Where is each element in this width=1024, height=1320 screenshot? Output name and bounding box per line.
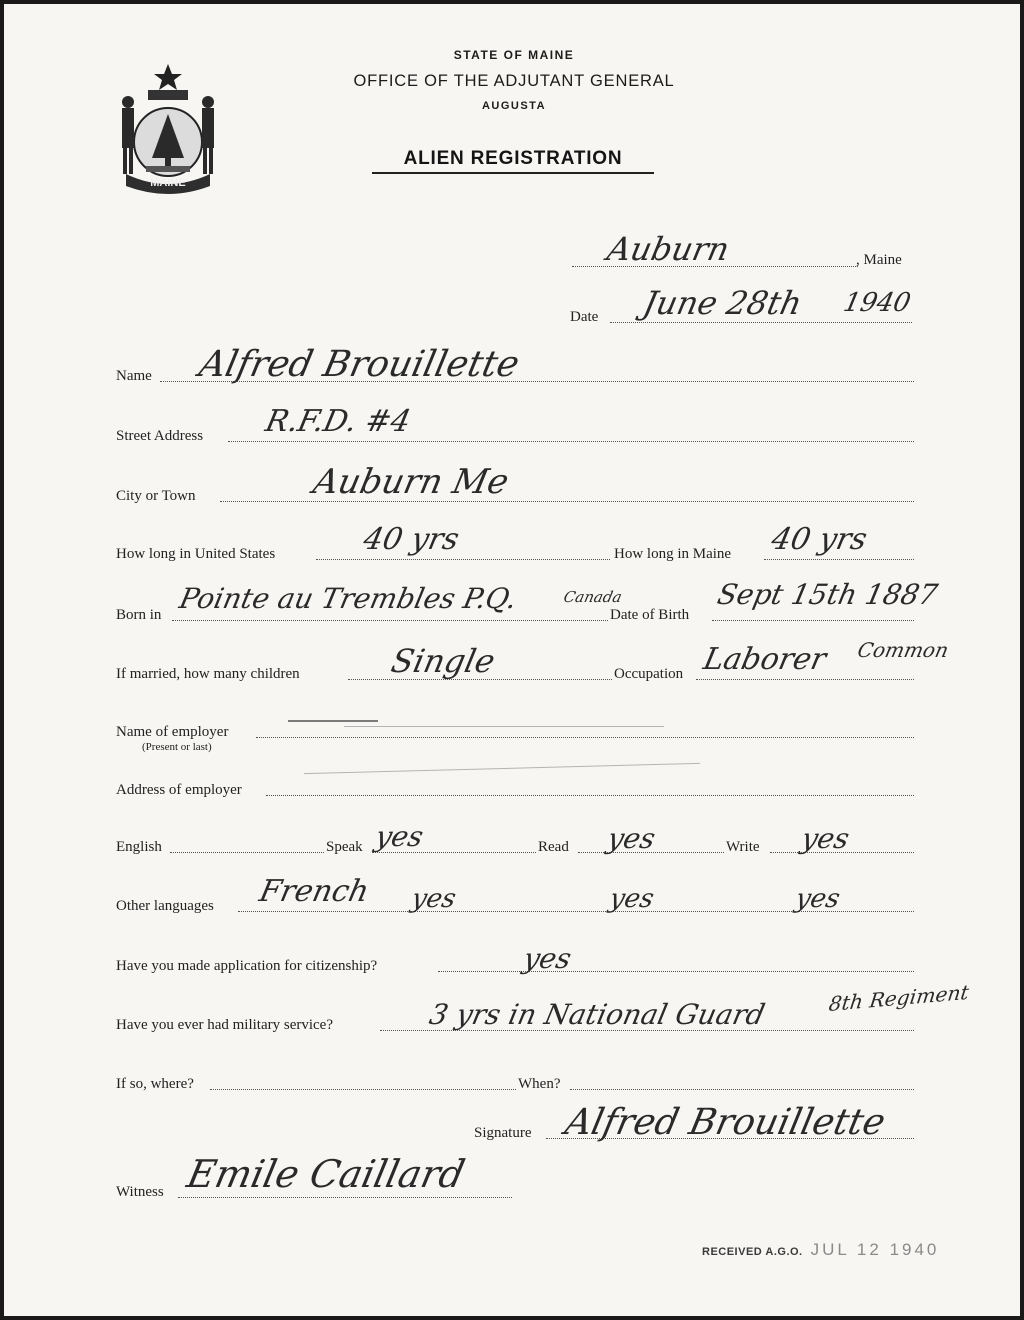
date-of-birth-entry: Sept 15th 1887 bbox=[714, 578, 941, 611]
how-long-maine-label: How long in Maine bbox=[614, 546, 732, 562]
street-line bbox=[228, 441, 914, 442]
years-maine-entry: 40 yrs bbox=[768, 522, 871, 557]
other-write-entry: yes bbox=[792, 884, 843, 914]
street-entry: R.F.D. #4 bbox=[262, 404, 414, 439]
speak-label: Speak bbox=[326, 839, 363, 855]
born-in-entry: Pointe au Trembles P.Q. bbox=[176, 582, 520, 615]
occupation-line bbox=[696, 679, 914, 680]
employer-strike-mark bbox=[288, 720, 378, 722]
how-long-maine-line bbox=[764, 559, 914, 560]
born-in-label: Born in bbox=[116, 607, 162, 623]
street-label: Street Address bbox=[116, 428, 204, 444]
date-of-birth-line bbox=[712, 620, 914, 621]
other-read-entry: yes bbox=[606, 884, 657, 914]
read-label: Read bbox=[538, 839, 569, 855]
born-in-line bbox=[172, 620, 608, 621]
english-line bbox=[170, 852, 324, 853]
citizenship-label: Have you made application for citizenship? bbox=[116, 958, 378, 974]
children-label: If married, how many children bbox=[116, 666, 300, 682]
stamp-date: JUL 12 1940 bbox=[810, 1240, 940, 1259]
city-entry: Auburn Me bbox=[309, 462, 513, 502]
military-extra-entry: 8th Regiment bbox=[827, 980, 971, 1016]
name-label: Name bbox=[116, 368, 152, 384]
maine-state-seal bbox=[112, 62, 224, 194]
speak-entry: yes bbox=[372, 820, 427, 853]
when-line bbox=[570, 1089, 914, 1090]
office-heading: OFFICE OF THE ADJUTANT GENERAL bbox=[353, 72, 675, 90]
other-speak-entry: yes bbox=[408, 884, 459, 914]
years-us-entry: 40 yrs bbox=[360, 522, 463, 557]
occupation-entry: Laborer bbox=[700, 642, 830, 677]
military-entry: 3 yrs in National Guard bbox=[426, 998, 768, 1031]
employer-line bbox=[256, 737, 914, 738]
name-entry: Alfred Brouillette bbox=[195, 344, 523, 385]
write-label: Write bbox=[726, 839, 760, 855]
witness-label: Witness bbox=[116, 1184, 164, 1200]
citizenship-line bbox=[438, 971, 914, 972]
occupation-extra-entry: Common bbox=[855, 638, 951, 662]
occupation-label: Occupation bbox=[614, 666, 684, 682]
witness-line bbox=[178, 1197, 512, 1198]
received-stamp bbox=[702, 1240, 939, 1260]
registration-form bbox=[4, 4, 1020, 1316]
when-label: When? bbox=[518, 1076, 561, 1092]
date-entry: June 28th bbox=[639, 284, 806, 322]
date-line bbox=[610, 322, 912, 323]
where-label: If so, where? bbox=[116, 1076, 194, 1092]
employer-faint-mark bbox=[344, 726, 664, 727]
date-of-birth-label: Date of Birth bbox=[610, 607, 690, 623]
employer-address-line bbox=[266, 795, 914, 796]
form-title: ALIEN REGISTRATION bbox=[372, 148, 654, 174]
born-country-entry: Canada bbox=[562, 588, 624, 606]
seal-text: MAINE bbox=[150, 177, 186, 189]
write-entry: yes bbox=[798, 822, 853, 855]
year-entry: 1940 bbox=[840, 288, 914, 318]
signature-entry: Alfred Brouillette bbox=[561, 1102, 889, 1143]
where-line bbox=[210, 1089, 516, 1090]
state-heading: STATE OF MAINE bbox=[453, 48, 575, 62]
employer-label: Name of employer bbox=[116, 724, 229, 740]
signature-label: Signature bbox=[474, 1125, 532, 1141]
employer-note: (Present or last) bbox=[142, 741, 212, 753]
employer-address-label: Address of employer bbox=[116, 782, 242, 798]
citizenship-entry: yes bbox=[520, 942, 575, 975]
other-languages-label: Other languages bbox=[116, 898, 214, 914]
maine-label: , Maine bbox=[856, 252, 902, 268]
town-entry: Auburn bbox=[603, 230, 733, 268]
military-label: Have you ever had military service? bbox=[116, 1017, 333, 1033]
witness-entry: Emile Caillard bbox=[183, 1152, 469, 1196]
children-entry: Single bbox=[387, 642, 499, 680]
how-long-us-label: How long in United States bbox=[116, 546, 276, 562]
stamp-prefix: RECEIVED A.G.O. bbox=[702, 1246, 803, 1258]
read-entry: yes bbox=[604, 822, 659, 855]
other-language-entry: French bbox=[256, 874, 373, 909]
english-label: English bbox=[116, 839, 162, 855]
employer-faint-mark-2 bbox=[304, 763, 700, 774]
city-heading: AUGUSTA bbox=[481, 100, 547, 112]
how-long-us-line bbox=[316, 559, 610, 560]
city-label: City or Town bbox=[116, 488, 196, 504]
date-label: Date bbox=[570, 309, 599, 325]
